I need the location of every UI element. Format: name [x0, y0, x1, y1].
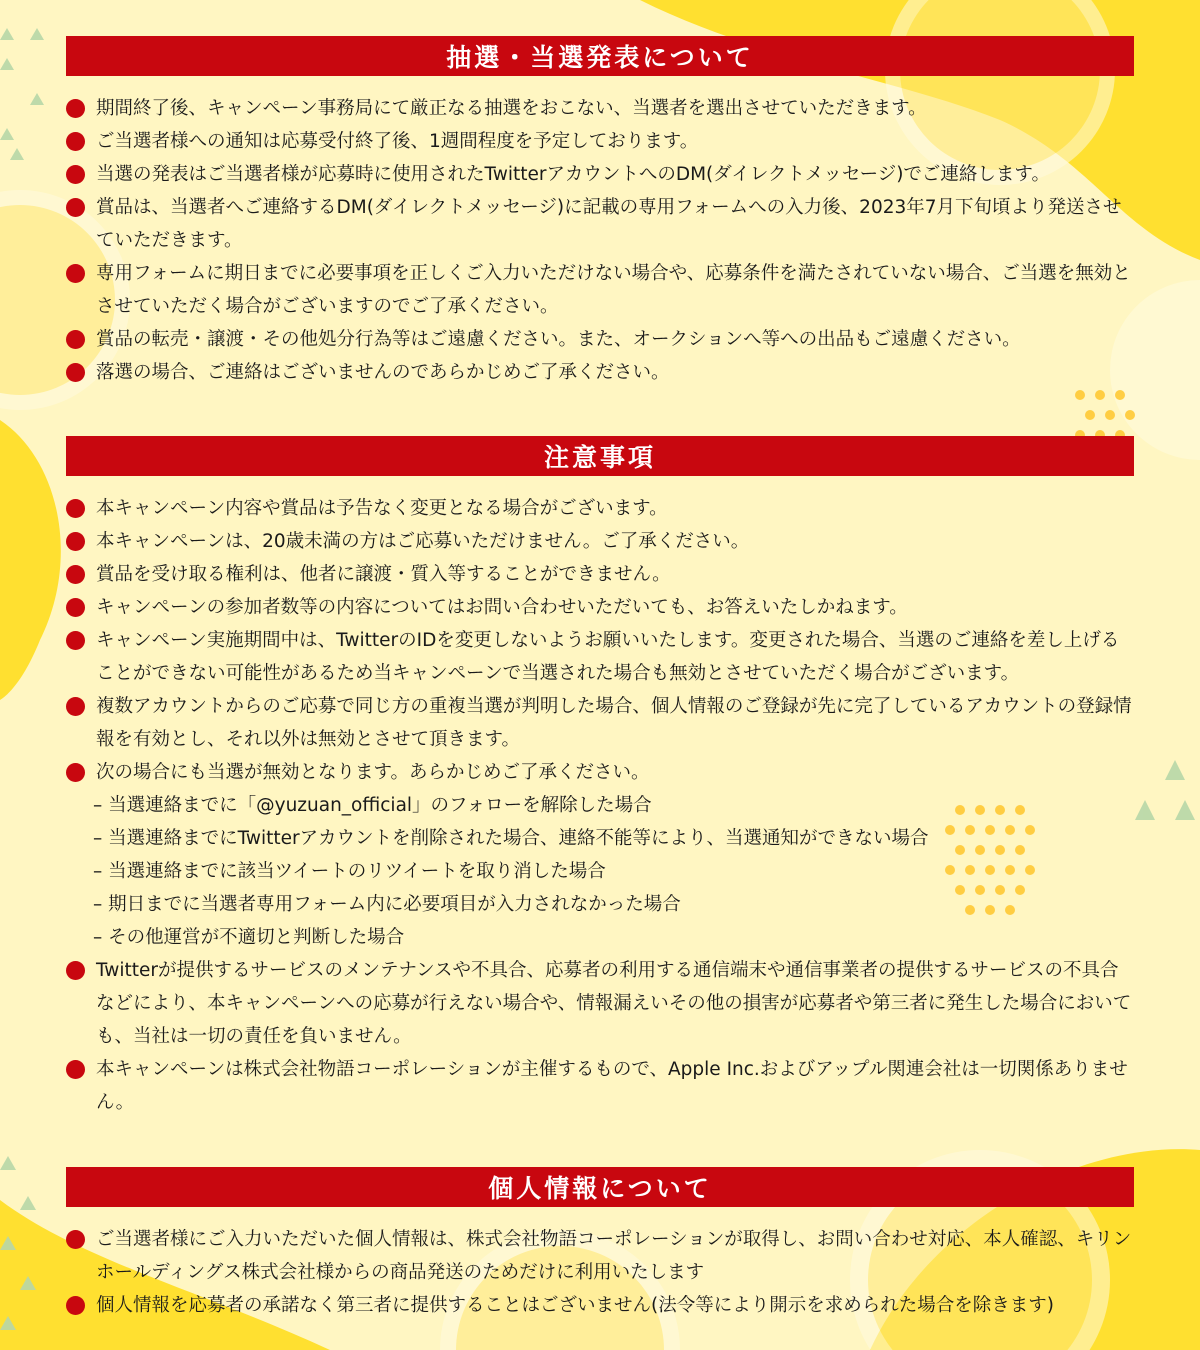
list-item — [66, 191, 1134, 257]
section-header: 個人情報について — [66, 1167, 1134, 1207]
sub-list-item: – 当選連絡までに「@yuzuan_official」のフォローを解除した場合 — [93, 795, 652, 816]
sub-list — [93, 789, 1134, 954]
list-item — [66, 1289, 1134, 1322]
bullet-dot-icon — [66, 165, 85, 184]
bullet-dot-icon — [66, 132, 85, 151]
item-text: 複数アカウントからのご応募で同じ方の重複当選が判明した場合、個人情報のご登録が先に完了しているアカウントの登録情報を有効とし、それ以外は無効とさせて頂きます。 — [96, 696, 1132, 750]
list-item — [66, 257, 1134, 323]
section-notes — [66, 436, 1134, 1119]
item-text: 賞品を受け取る権利は、他者に譲渡・質入等することができません。 — [96, 564, 671, 585]
item-list — [66, 492, 1134, 1119]
bullet-dot-icon — [66, 264, 85, 283]
item-text: 個人情報を応募者の承諾なく第三者に提供することはございません(法令等により開示を求められた場合を除きます) — [96, 1295, 1054, 1316]
bullet-dot-icon — [66, 1296, 85, 1315]
bullet-dot-icon — [66, 499, 85, 518]
list-item — [66, 1053, 1134, 1119]
section-header: 注意事項 — [66, 436, 1134, 476]
item-text: キャンペーンの参加者数等の内容についてはお問い合わせいただいても、お答えいたしかねます。 — [96, 597, 908, 618]
bullet-dot-icon — [66, 631, 85, 650]
list-item — [66, 591, 1134, 624]
section-privacy — [66, 1167, 1134, 1322]
bullet-dot-icon — [66, 1060, 85, 1079]
list-item — [66, 525, 1134, 558]
item-text: 次の場合にも当選が無効となります。あらかじめご了承ください。 — [96, 762, 650, 783]
list-item — [66, 624, 1134, 690]
sub-list-item: – 当選連絡までに該当ツイートのリツイートを取り消した場合 — [93, 861, 606, 882]
sub-list-item: – 期日までに当選者専用フォーム内に必要項目が入力されなかった場合 — [93, 894, 681, 915]
bullet-dot-icon — [66, 598, 85, 617]
left-yellow-blob — [0, 420, 61, 700]
item-text: 賞品の転売・譲渡・その他処分行為等はご遠慮ください。また、オークションへ等への出品もご遠慮ください。 — [96, 329, 1021, 350]
item-list — [66, 1223, 1134, 1322]
item-text: 賞品は、当選者へご連絡するDM(ダイレクトメッセージ)に記載の専用フォームへの入力後、2023年7月下旬頃より発送させていただきます。 — [96, 197, 1122, 251]
list-item — [66, 558, 1134, 591]
list-item — [66, 1223, 1134, 1289]
list-item — [66, 125, 1134, 158]
item-text: Twitterが提供するサービスのメンテナンスや不具合、応募者の利用する通信端末や通信事業者の提供するサービスの不具合などにより、本キャンペーンへの応募が行えない場合や、情報漏えいその他の損害が応募者や第三者に発生した場合においても、当社は一切の責任を負いません。 — [96, 960, 1132, 1047]
bullet-dot-icon — [66, 961, 85, 980]
bullet-dot-icon — [66, 565, 85, 584]
bullet-dot-icon — [66, 99, 85, 118]
item-text: 本キャンペーンは株式会社物語コーポレーションが主催するもので、Apple Inc.およびアップル関連会社は一切関係ありません。 — [96, 1059, 1128, 1113]
bullet-dot-icon — [66, 363, 85, 382]
item-list — [66, 92, 1134, 389]
section-header: 抽選・当選発表について — [66, 36, 1134, 76]
sub-list-item: – その他運営が不適切と判断した場合 — [93, 927, 405, 948]
item-text: 落選の場合、ご連絡はございませんのであらかじめご了承ください。 — [96, 362, 670, 383]
list-item — [66, 690, 1134, 756]
list-item — [66, 323, 1134, 356]
list-item — [66, 158, 1134, 191]
bullet-dot-icon — [66, 697, 85, 716]
item-text: 本キャンペーンは、20歳未満の方はご応募いただけません。ご了承ください。 — [96, 531, 750, 552]
section-lottery-announcement — [66, 36, 1134, 389]
item-text: 専用フォームに期日までに必要事項を正しくご入力いただけない場合や、応募条件を満たされていない場合、ご当選を無効とさせていただく場合がございますのでご了承ください。 — [96, 263, 1131, 317]
item-text: ご当選者様にご入力いただいた個人情報は、株式会社物語コーポレーションが取得し、お問い合わせ対応、本人確認、キリンホールディングス株式会社様からの商品発送のためだけに利用いたします — [96, 1229, 1132, 1283]
bullet-dot-icon — [66, 532, 85, 551]
bullet-dot-icon — [66, 198, 85, 217]
item-text: 当選の発表はご当選者様が応募時に使用されたTwitterアカウントへのDM(ダイレクトメッセージ)でご連絡します。 — [96, 164, 1050, 185]
list-item — [66, 92, 1134, 125]
item-text: キャンペーン実施期間中は、TwitterのIDを変更しないようお願いいたします。変更された場合、当選のご連絡を差し上げることができない可能性があるため当キャンペーンで当選された場合も無効とさせていただく場合がございます。 — [96, 630, 1120, 684]
sub-list-item: – 当選連絡までにTwitterアカウントを削除された場合、連絡不能等により、当選通知ができない場合 — [93, 828, 929, 849]
item-text: ご当選者様への通知は応募受付終了後、1週間程度を予定しております。 — [96, 131, 699, 152]
bullet-dot-icon — [66, 1230, 85, 1249]
item-text: 期間終了後、キャンペーン事務局にて厳正なる抽選をおこない、当選者を選出させていただきます。 — [96, 98, 927, 119]
bullet-dot-icon — [66, 330, 85, 349]
list-item — [66, 756, 1134, 954]
item-text: 本キャンペーン内容や賞品は予告なく変更となる場合がございます。 — [96, 498, 668, 519]
bullet-dot-icon — [66, 763, 85, 782]
list-item — [66, 492, 1134, 525]
list-item — [66, 954, 1134, 1053]
list-item — [66, 356, 1134, 389]
